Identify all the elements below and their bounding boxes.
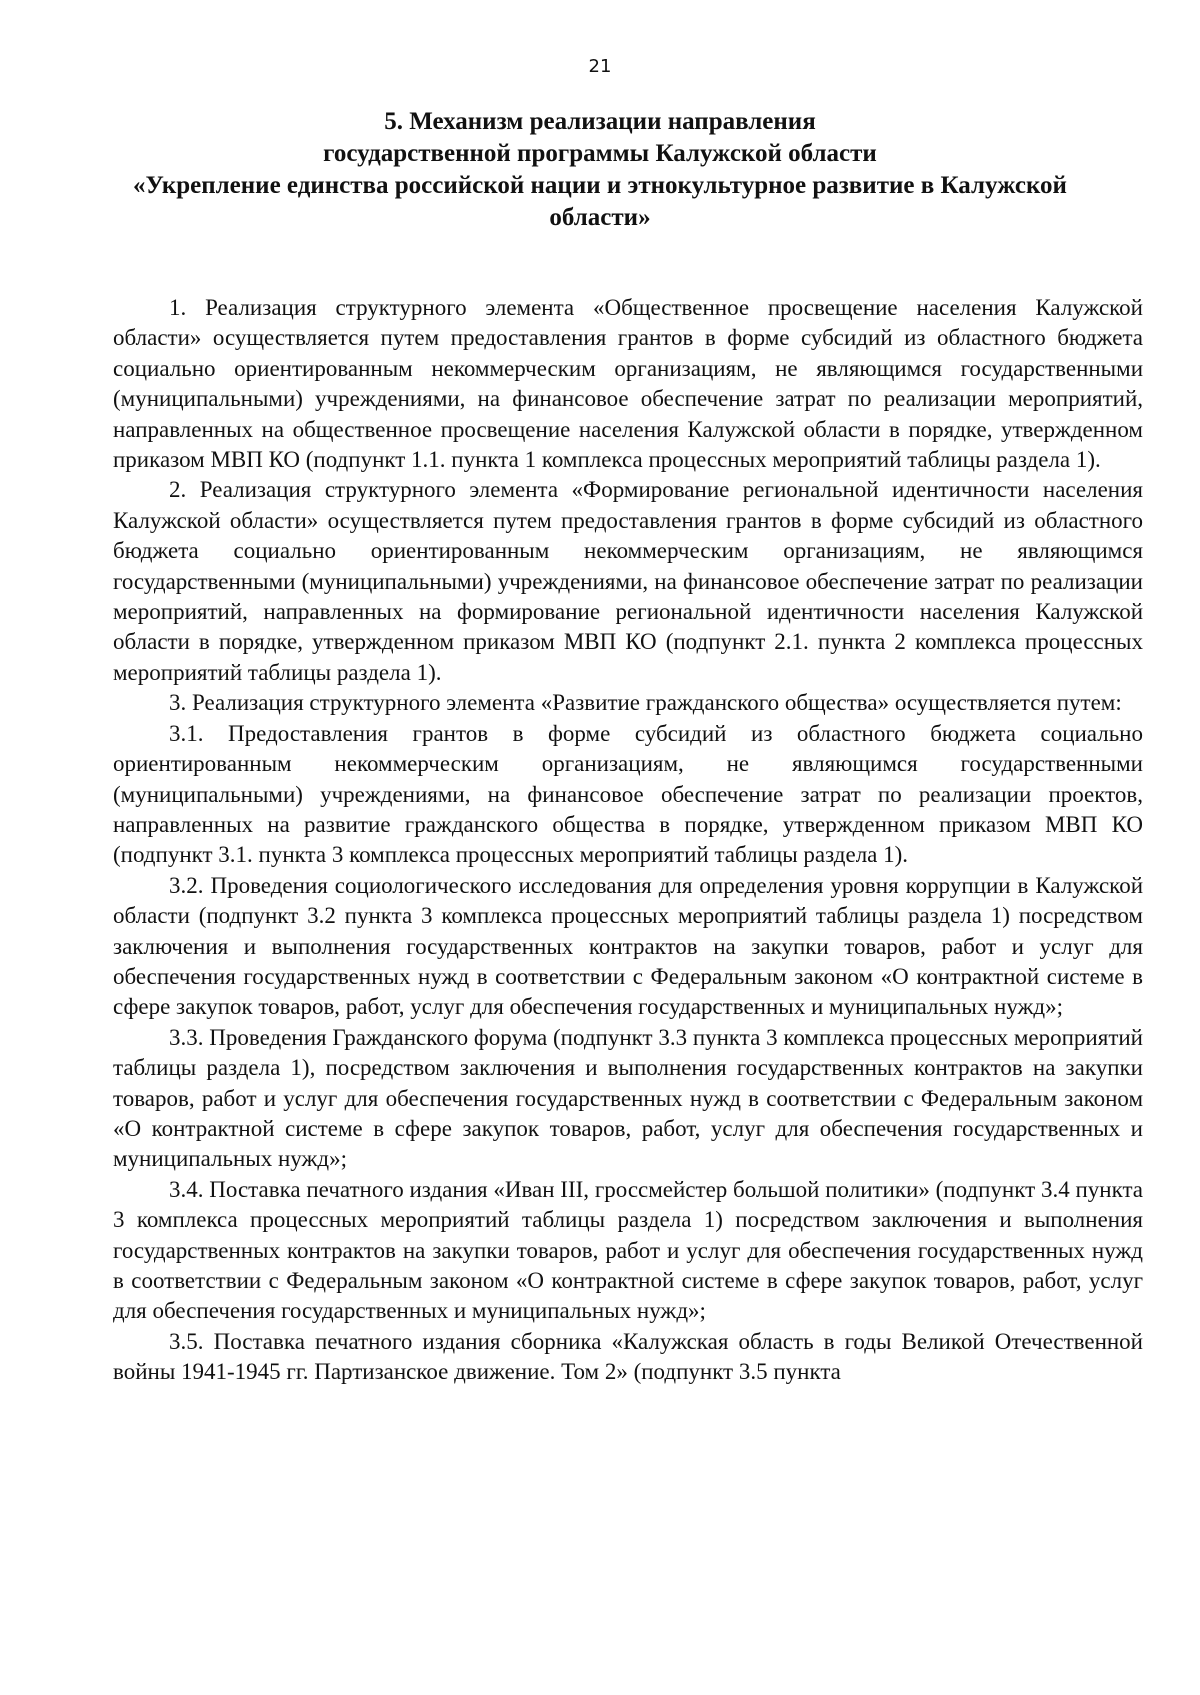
paragraph-1: 1. Реализация структурного элемента «Общественное просвещение населения Калужской области» осуществляется путем предоставления грантов в форме субсидий из областного бюджета социально ориентированным некоммерческим организациям, не являющимся государственными (муниципальными) учреждениями, на финансовое обеспечение затрат по реализации мероприятий, направленных на общественное просвещение населения Калужской области в порядке, утвержденном приказом МВП КО (подпункт 1.1. пункта 1 комплекса процессных мероприятий таблицы раздела 1). bbox=[113, 295, 1143, 473]
heading-line-4: области» bbox=[549, 204, 651, 231]
paragraph-3-2: 3.2. Проведения социологического исследования для определения уровня коррупции в Калужской области (подпункт 3.2 пункта 3 комплекса процессных мероприятий таблицы раздела 1) посредством заключения и выполнения государственных контрактов на закупки товаров, работ и услуг для обеспечения государственных нужд в соответствии с Федеральным законом «О контрактной системе в сфере закупок товаров, работ, услуг для обеспечения государственных и муниципальных нужд»; bbox=[113, 872, 1143, 1020]
paragraph-3-1: 3.1. Предоставления грантов в форме субсидий из областного бюджета социально ориентированным некоммерческим организациям, не являющимся государственными (муниципальными) учреждениями, на финансовое обеспечение затрат по реализации проектов, направленных на развитие гражданского общества в порядке, утвержденном приказом МВП КО (подпункт 3.1. пункта 3 комплекса процессных мероприятий таблицы раздела 1). bbox=[113, 720, 1143, 868]
paragraph-3-5: 3.5. Поставка печатного издания сборника «Калужская область в годы Великой Отечественной войны 1941-1945 гг. Партизанское движение. Том 2» (подпункт 3.5 пункта bbox=[113, 1328, 1143, 1385]
section-heading bbox=[100, 106, 1100, 234]
document-body bbox=[113, 293, 1143, 1388]
heading-line-3: «Укрепление единства российской нации и этнокультурное развитие в Калужской bbox=[133, 172, 1067, 199]
heading-line-1: 5. Механизм реализации направления bbox=[384, 108, 816, 135]
paragraph-3: 3. Реализация структурного элемента «Развитие гражданского общества» осуществляется путем: bbox=[169, 690, 1122, 716]
heading-line-2: государственной программы Калужской области bbox=[323, 140, 877, 167]
paragraph-3-4: 3.4. Поставка печатного издания «Иван III, гроссмейстер большой политики» (подпункт 3.4 пункта 3 комплекса процессных мероприятий таблицы раздела 1) посредством заключения и выполнения государственных контрактов на закупки товаров, работ и услуг для обеспечения государственных нужд в соответствии с Федеральным законом «О контрактной системе в сфере закупок товаров, работ, услуг для обеспечения государственных и муниципальных нужд»; bbox=[113, 1176, 1143, 1324]
page-number: 21 bbox=[588, 56, 612, 77]
paragraph-3-3: 3.3. Проведения Гражданского форума (подпункт 3.3 пункта 3 комплекса процессных мероприятий таблицы раздела 1), посредством заключения и выполнения государственных контрактов на закупки товаров, работ и услуг для обеспечения государственных нужд в соответствии с Федеральным законом «О контрактной системе в сфере закупок товаров, работ, услуг для обеспечения государственных и муниципальных нужд»; bbox=[113, 1024, 1143, 1172]
paragraph-2: 2. Реализация структурного элемента «Формирование региональной идентичности населения Калужской области» осуществляется путем предоставления грантов в форме субсидий из областного бюджета социально ориентированным некоммерческим организациям, не являющимся государственными (муниципальными) учреждениями, на финансовое обеспечение затрат по реализации мероприятий, направленных на формирование региональной идентичности населения Калужской области в порядке, утвержденном приказом МВП КО (подпункт 2.1. пункта 2 комплекса процессных мероприятий таблицы раздела 1). bbox=[113, 477, 1143, 685]
